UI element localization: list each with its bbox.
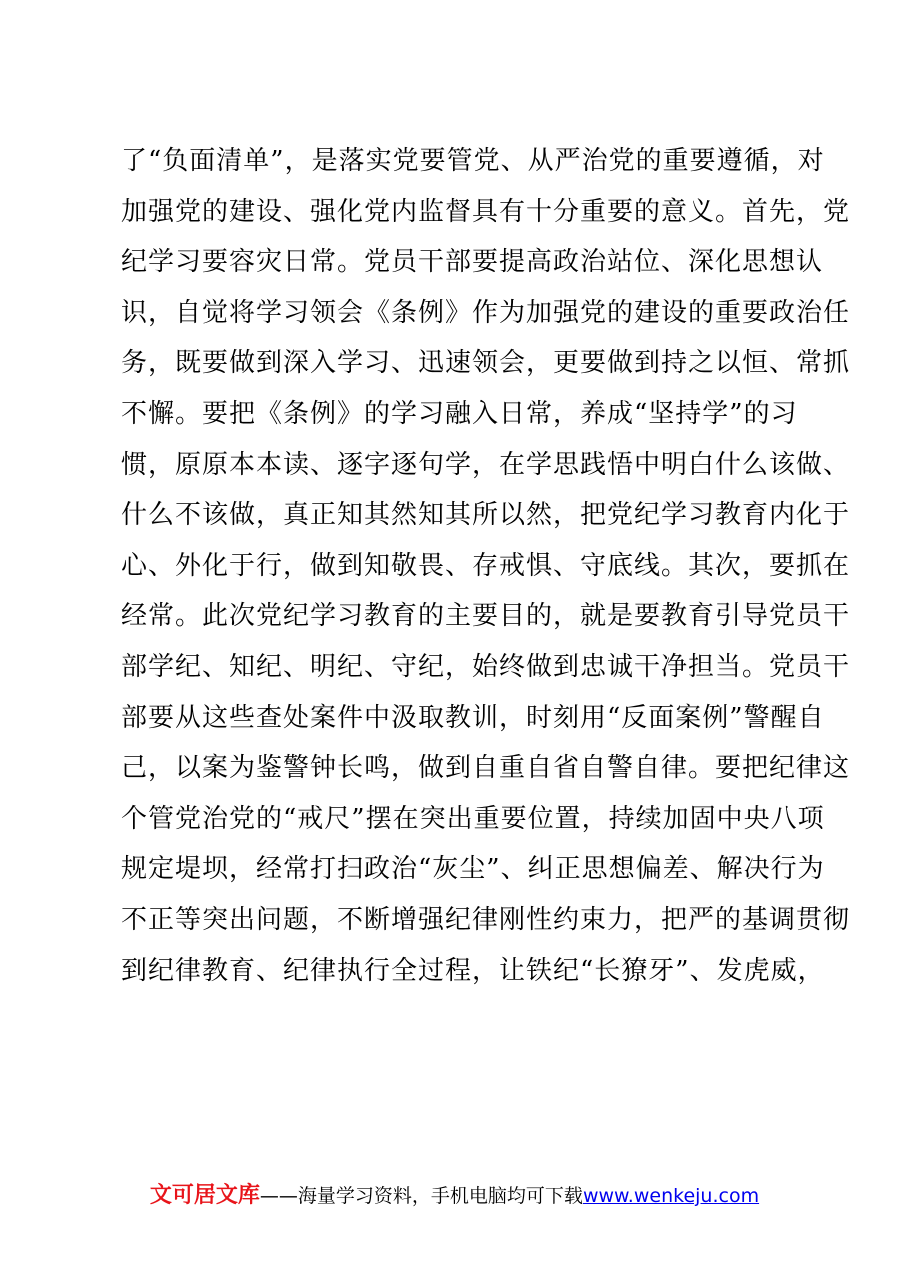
text-line: 经常。此次党纪学习教育的主要目的，就是要教育引导党员干: [121, 601, 851, 632]
text-line: 务，既要做到深入学习、迅速领会，更要做到持之以恒、常抓: [121, 348, 851, 379]
text-line: 个管党治党的“戒尺”摆在突出重要位置，持续加固中央八项: [121, 803, 825, 834]
text-line: 部要从这些查处案件中汲取教训，时刻用“反面案例”警醒自: [121, 702, 825, 733]
footer-brand: 文可居文库: [149, 1183, 260, 1208]
text-line: 了“负面清单”，是落实党要管党、从严治党的重要遵循，对: [121, 146, 825, 176]
footer-tagline: ——海量学习资料，手机电脑均可下载: [259, 1185, 583, 1207]
text-line: 什么不该做，真正知其然知其所以然，把党纪学习教育内化于: [121, 500, 851, 531]
text-line: 到纪律教育、纪律执行全过程，让铁纪“长獠牙”、发虎威，: [121, 955, 825, 986]
text-line: 加强党的建设、强化党内监督具有十分重要的意义。首先，党: [121, 196, 851, 227]
text-line: 部学纪、知纪、明纪、守纪，始终做到忠诚干净担当。党员干: [121, 651, 851, 682]
text-line: 惯，原原本本读、逐字逐句学，在学思践悟中明白什么该做、: [121, 449, 851, 480]
page-footer: [0, 1181, 909, 1211]
text-line: 识，自觉将学习领会《条例》作为加强党的建设的重要政治任: [121, 297, 851, 328]
text-line: 纪学习要容灾日常。党员干部要提高政治站位、深化思想认: [121, 247, 824, 278]
text-line: 规定堤坝，经常打扫政治“灰尘”、纠正思想偏差、解决行为: [121, 854, 825, 885]
text-line: 不正等突出问题，不断增强纪律刚性约束力，把严的基调贯彻: [121, 904, 851, 935]
body-paragraph: [121, 136, 851, 996]
text-line: 不懈。要把《条例》的学习融入日常，养成“坚持学”的习: [121, 398, 798, 429]
footer-site-link[interactable]: www.wenkeju.com: [582, 1185, 760, 1207]
text-line: 心、外化于行，做到知敬畏、存戒惧、守底线。其次，要抓在: [121, 550, 851, 581]
text-line: 己，以案为鉴警钟长鸣，做到自重自省自警自律。要把纪律这: [121, 753, 851, 784]
